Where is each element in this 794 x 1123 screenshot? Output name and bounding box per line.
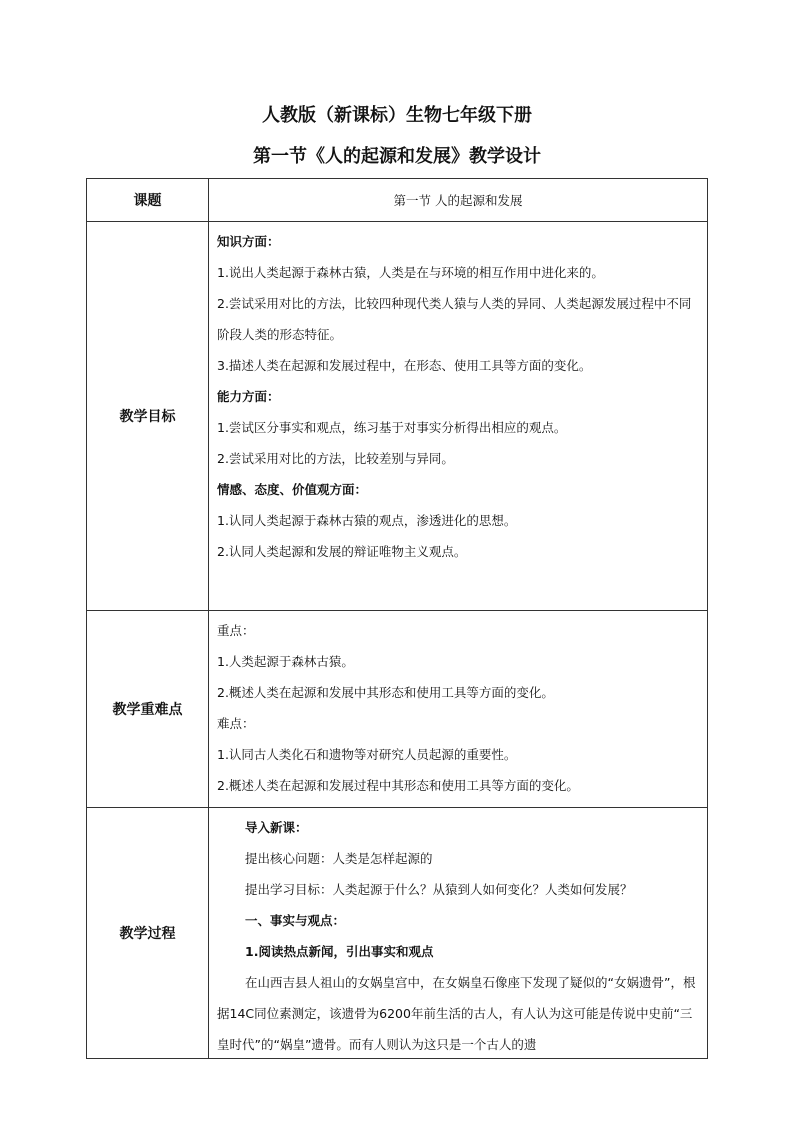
key-item: 2.概述人类在起源和发展中其形态和使用工具等方面的变化。	[217, 685, 554, 700]
news-paragraph: 在山西吉县人祖山的女娲皇宫中，在女娲皇石像座下发现了疑似的“女娲遗骨”，根据14C同位素测定，该遗骨为6200年前生活的古人，有人认为这可能是传说中史前“三皇时代”的“娲皇”遗骨。而有人则认为这只是一个古人的遗	[217, 975, 696, 1052]
document-title: 人教版（新课标）生物七年级下册	[262, 105, 532, 126]
knowledge-item: 3.描述人类在起源和发展过程中，在形态、使用工具等方面的变化。	[217, 358, 592, 373]
key-points-label: 教学重难点	[87, 611, 209, 808]
difficult-heading: 难点：	[217, 716, 255, 731]
key-heading: 重点：	[217, 623, 255, 638]
knowledge-item: 2.尝试采用对比的方法，比较四种现代类人猿与人类的异同、人类起源发展过程中不同阶段人类的形态特征。	[217, 296, 692, 342]
knowledge-item: 1.说出人类起源于森林古猿，人类是在与环境的相互作用中进化来的。	[217, 265, 604, 280]
step-heading: 1.阅读热点新闻，引出事实和观点	[245, 944, 434, 959]
difficult-item: 2.概述人类在起源和发展过程中其形态和使用工具等方面的变化。	[217, 778, 579, 793]
emotion-heading: 情感、态度、价值观方面：	[217, 482, 368, 497]
table-row-objectives	[87, 222, 708, 611]
difficult-item: 1.认同古人类化石和遗物等对研究人员起源的重要性。	[217, 747, 517, 762]
knowledge-heading: 知识方面：	[217, 234, 280, 249]
lesson-plan-table	[86, 178, 708, 1059]
core-question: 提出核心问题：人类是怎样起源的	[245, 851, 433, 866]
ability-item: 1.尝试区分事实和观点，练习基于对事实分析得出相应的观点。	[217, 420, 567, 435]
section-heading: 一、事实与观点：	[245, 913, 346, 928]
table-row-key-points	[87, 611, 708, 808]
process-cell	[209, 808, 708, 1059]
objectives-label: 教学目标	[87, 222, 209, 611]
topic-value: 第一节 人的起源和发展	[209, 179, 708, 222]
table-row-topic	[87, 179, 708, 222]
intro-heading: 导入新课：	[245, 820, 308, 835]
learning-goal: 提出学习目标：人类起源于什么？从猿到人如何变化？人类如何发展？	[245, 882, 633, 897]
document-subtitle: 第一节《人的起源和发展》教学设计	[253, 146, 541, 167]
ability-item: 2.尝试采用对比的方法，比较差别与异同。	[217, 451, 454, 466]
emotion-item: 2.认同人类起源和发展的辩证唯物主义观点。	[217, 544, 467, 559]
process-label: 教学过程	[87, 808, 209, 1059]
topic-label: 课题	[87, 179, 209, 222]
ability-heading: 能力方面：	[217, 389, 280, 404]
table-row-process	[87, 808, 708, 1059]
objectives-cell	[209, 222, 708, 611]
emotion-item: 1.认同人类起源于森林古猿的观点，渗透进化的思想。	[217, 513, 517, 528]
key-item: 1.人类起源于森林古猿。	[217, 654, 354, 669]
key-points-cell	[209, 611, 708, 808]
